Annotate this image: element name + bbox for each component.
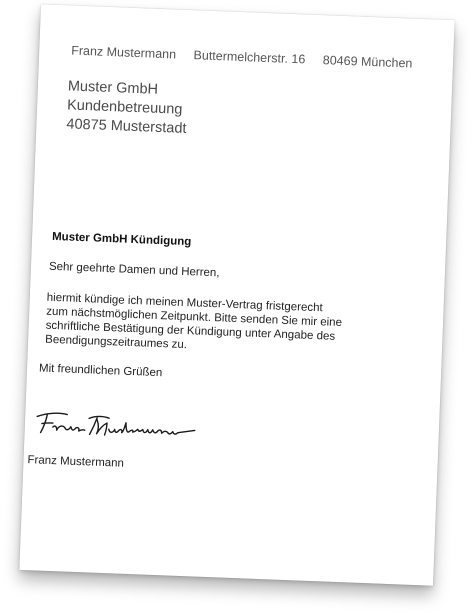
letter-subject: Muster GmbH Kündigung [51,230,192,249]
sender-city: 80469 München [322,53,413,71]
recipient-company: Muster GmbH [67,78,159,98]
recipient-department: Kundenbetreuung [66,97,183,118]
handwritten-signature [32,404,203,450]
signer-name: Franz Mustermann [27,454,125,470]
recipient-city: 40875 Musterstadt [66,116,187,137]
letter-salutation: Sehr geehrte Damen und Herren, [48,260,220,280]
letter-body: hiermit kündige ich meinen Muster-Vertrag fristgerecht zum nächstmöglichen Zeitpunkt. Bitte senden Sie mir eine schriftliche Bestätigung der Kündigung unter Angabe des Beendigungszeitraumes zu. [44,291,343,352]
recipient-address [66,77,188,139]
sender-street: Buttermelcherstr. 16 [193,48,306,67]
letter-closing: Mit freundlichen Grüßen [38,362,163,380]
sender-name: Franz Mustermann [70,43,177,62]
letter-page [19,4,454,585]
sender-address [71,43,427,71]
